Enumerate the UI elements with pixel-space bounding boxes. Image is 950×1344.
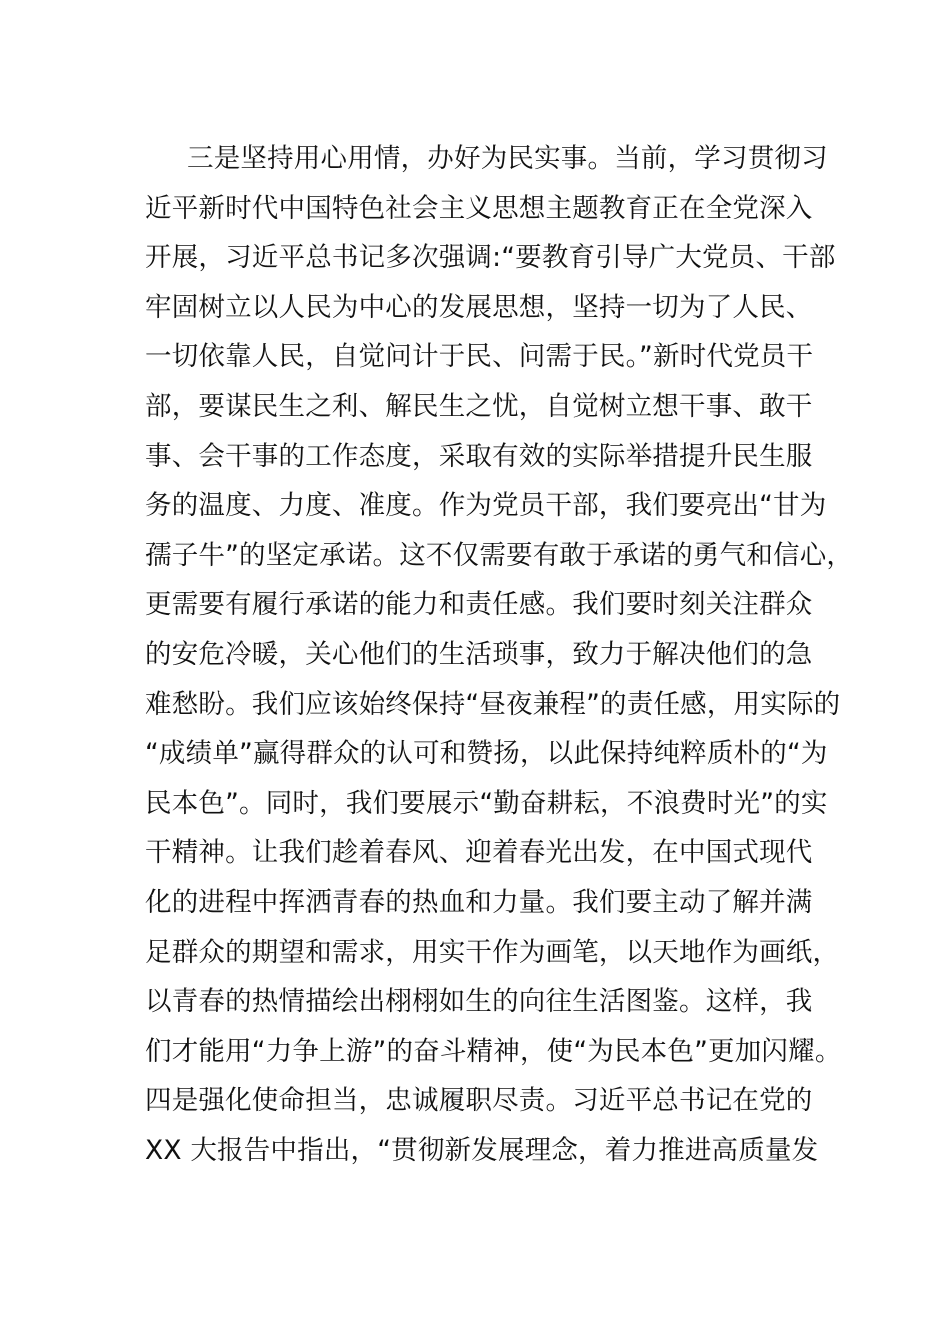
text-line: 干精神。让我们趁着春风、迎着春光出发，在中国式现代: [145, 837, 813, 869]
text-line: 们才能用“力争上游”的奋斗精神，使“为民本色”更加闪耀。: [145, 1035, 842, 1067]
text-line: XX 大报告中指出，“贯彻新发展理念，着力推进高质量发: [145, 1134, 819, 1166]
text-line: 四是强化使命担当，忠诚履职尽责。习近平总书记在党的: [145, 1085, 813, 1117]
text-line: 三是坚持用心用情，办好为民实事。当前，学习贯彻习: [187, 143, 828, 174]
text-line: 难愁盼。我们应该始终保持“昼夜兼程”的责任感，用实际的: [145, 688, 841, 720]
text-line: 部，要谋民生之利、解民生之忧，自觉树立想干事、敢干: [145, 390, 813, 422]
text-line: 足群众的期望和需求，用实干作为画笔，以天地作为画纸，: [145, 936, 840, 968]
body-text: [145, 134, 854, 1175]
text-line: 事、会干事的工作态度，采取有效的实际举措提升民生服: [145, 440, 813, 472]
text-line: 牢固树立以人民为中心的发展思想，坚持一切为了人民、: [145, 291, 813, 323]
text-line: 以青春的热情描绘出栩栩如生的向往生活图鉴。这样，我: [145, 986, 813, 1018]
text-line: “成绩单”赢得群众的认可和赞扬，以此保持纯粹质朴的“为: [145, 738, 828, 770]
text-line: 开展，习近平总书记多次强调:“要教育引导广大党员、干部: [145, 242, 836, 274]
text-line: 更需要有履行承诺的能力和责任感。我们要时刻关注群众: [145, 589, 813, 621]
text-line: 务的温度、力度、准度。作为党员干部，我们要亮出“甘为: [145, 490, 827, 522]
text-line: 孺子牛”的坚定承诺。这不仅需要有敢于承诺的勇气和信心，: [145, 539, 854, 571]
text-line: 一切依靠人民，自觉问计于民、问需于民。”新时代党员干: [145, 341, 814, 373]
text-line: 化的进程中挥洒青春的热血和力量。我们要主动了解并满: [145, 886, 813, 918]
text-line: 的安危冷暖，关心他们的生活琐事，致力于解决他们的急: [145, 638, 813, 670]
text-line: 近平新时代中国特色社会主义思想主题教育正在全党深入: [145, 192, 813, 224]
text-line: 民本色”。同时，我们要展示“勤奋耕耘，不浪费时光”的实: [145, 787, 828, 819]
